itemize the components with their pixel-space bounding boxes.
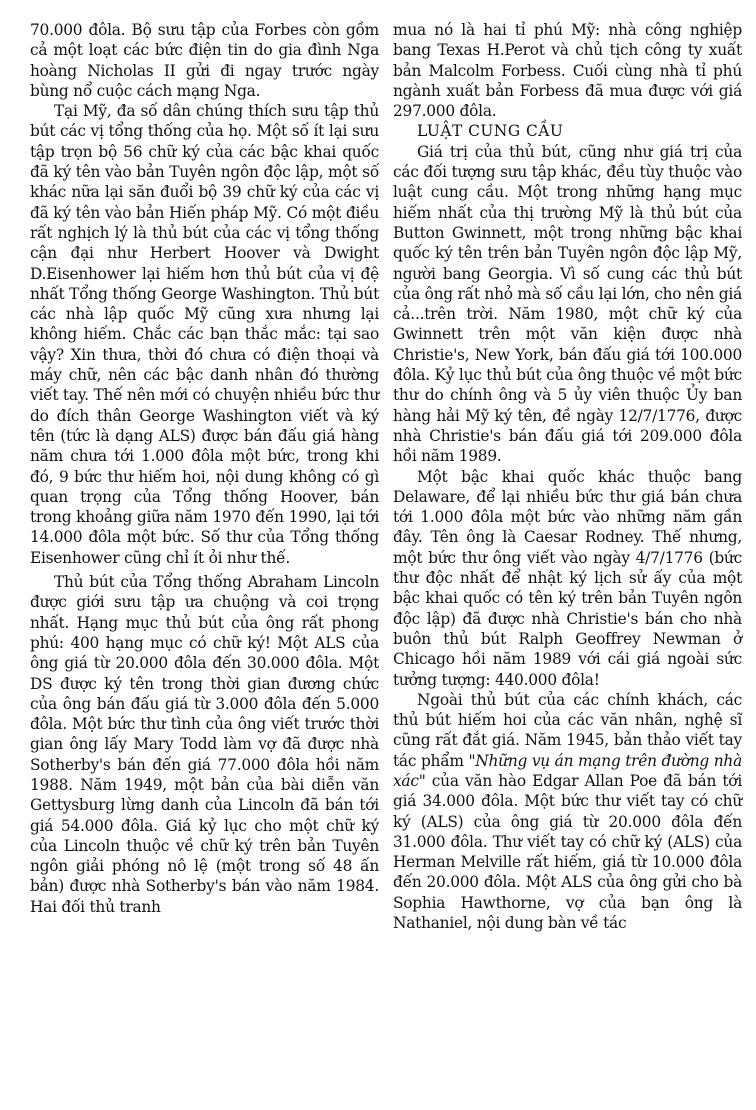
poe-work-title: "Những vụ án mạng trên đường nhà xác" [393,751,743,790]
paragraph-forbes-collection: 70.000 đôla. Bộ sưu tập của Forbes còn gồm cả một loạt các bức điện tin do gia đình Nga hoàng Nicholas II gửi đi ngay trước ngày bùng nổ cuộc cách mạng Nga. [30,21,379,100]
left-column [30,20,379,1110]
paragraph-writers-start: Ngoài thủ bút của các chính khách, các thủ bút hiếm hoi của các văn nhân, nghệ sĩ cũng rất đắt giá. Năm 1945, bản thảo viết tay tác phẩm [393,690,742,770]
paragraph-billionaire-bidders: mua nó là hai tỉ phú Mỹ: nhà công nghiệp bang Texas H.Perot và chủ tịch công ty xuất bản Malcolm Forbess. Cuối cùng nhà tỉ phú ngành xuất bản Forbess đã mua được với giá 297.000 đôla. [393,21,742,121]
paragraph-supply-demand: Giá trị của thủ bút, cũng như giá trị của các đối tượng sưu tập khác, đều tùy thuộc vào luật cung cầu. Một trong những hạng mục hiếm nhất của thị trường Mỹ là thủ bút của Button Gwinnett, một trong những bậc khai quốc ký tên trên bản Tuyên ngôn độc lập Mỹ, người bang Georgia. Vì số cung các thủ bút của ông rất nhỏ mà số cầu lại lớn, cho nên giá cả...trên trời. Năm 1980, một chữ ký của Gwinnett trên một văn kiện được nhà Christie's, New York, bán đấu giá tới 100.000 đôla. Kỷ lục thủ bút của ông thuộc về một bức thư do chính ông và 5 ủy viên thuộc Ủy ban hàng hải Mỹ ký tên, đề ngày 12/7/1776, được nhà Christie's bán đấu giá tới 209.000 đôla hồi năm 1989. [393,142,742,466]
paragraph-presidential-autographs: Tại Mỹ, đa số dân chúng thích sưu tập thủ bút các vị tổng thống của họ. Một số ít lại sưu tập trọn bộ 56 chữ ký của các bậc khai quốc đã ký tên vào bản Tuyên ngôn độc lập, một số khác nữa lại săn đuổi bộ 39 chữ ký của các vị đã ký tên vào bản Hiến pháp Mỹ. Có một điều rất nghịch lý là thủ bút của các vị tổng thống cận đại như Herbert Hoover và Dwight D.Eisenhower lại hiếm hơn thủ bút của vị đệ nhất Tổng thống George Washington. Thủ bút các nhà lập quốc Mỹ cũng xưa nhưng lại không hiếm. Chắc các bạn thắc mắc: tại sao vậy? Xin thưa, thời đó chưa có điện thoại và máy chữ, nên các bậc danh nhân đó thường viết tay. Thế nên mới có chuyện nhiều bức thư do đích thân George Washington viết và ký tên (tức là dạng ALS) được bán đấu giá hàng năm chưa tới 1.000 đôla một bức, trong khi đó, 9 bức thư hiếm hoi, nội dung không có gì quan trọng của Tổng thống Hoover, bán trong khoảng giữa năm 1970 đến 1990, lại tới 14.000 đôla một bức. Số thư của Tổng thống Eisenhower cũng chỉ ít ỏi như thế. [30,102,379,567]
paragraph-writers-artists [393,690,742,934]
paragraph-caesar-rodney: Một bậc khai quốc khác thuộc bang Delaware, để lại nhiều bức thư giá bán chưa tới 1.000 đôla một bức vào những năm gần đây. Tên ông là Caesar Rodney. Thế nhưng, một bức thư ông viết vào ngày 4/7/1776 (bức thư độc nhất để nhật ký lịch sử ấy của một bậc khai quốc có tên ký trên bản Tuyên ngôn độc lập) đã được nhà Christie's bán cho nhà buôn thủ bút Ralph Geoffrey Newman ở Chicago hồi năm 1989 với cái giá ngoài sức tưởng tượng: 440.000 đôla! [393,467,742,689]
paragraph-lincoln-autographs: Thủ bút của Tổng thống Abraham Lincoln được giới sưu tập ưa chuộng và coi trọng nhất. Hạng mục thủ bút của ông rất phong phú: 400 hạng mục có chữ ký! Một ALS của ông giá từ 20.000 đôla đến 30.000 đôla. Một DS được ký tên trong thời gian đương chức của ông bán đấu giá từ 3.000 đôla đến 5.000 đôla. Một bức thư tình của ông viết trước thời gian ông lấy Mary Todd làm vợ đã được nhà Sotherby's bán đến giá 77.000 đôla hồi năm 1988. Năm 1949, một bản của bài diễn văn Gettysburg lừng danh của Lincoln đã bán tới giá 54.000 đôla. Giá kỷ lục cho một chữ ký của Lincoln thuộc về chữ ký trên bản Tuyên ngôn giải phóng nô lệ (một trong số 48 ấn bản) được nhà Sotherby's bán vào năm 1984. Hai đối thủ tranh [30,573,379,916]
section-heading: LUẬT CUNG CẦU [417,122,564,141]
right-column [393,20,742,1110]
paragraph-writers-end: của văn hào Edgar Allan Poe đã bán tới giá 34.000 đôla. Một bức thư viết tay có chữ ký (ALS) của ông giá từ 20.000 đôla đến 31.000 đôla. Thư viết tay có chữ ký (ALS) của Herman Melville rất hiếm, giá từ 10.000 đôla đến 20.000 đôla. Một ALS của ông gửi cho bà Sophia Hawthorne, vợ của bạn ông là Nathaniel, nội dung bàn về tác [393,771,742,933]
